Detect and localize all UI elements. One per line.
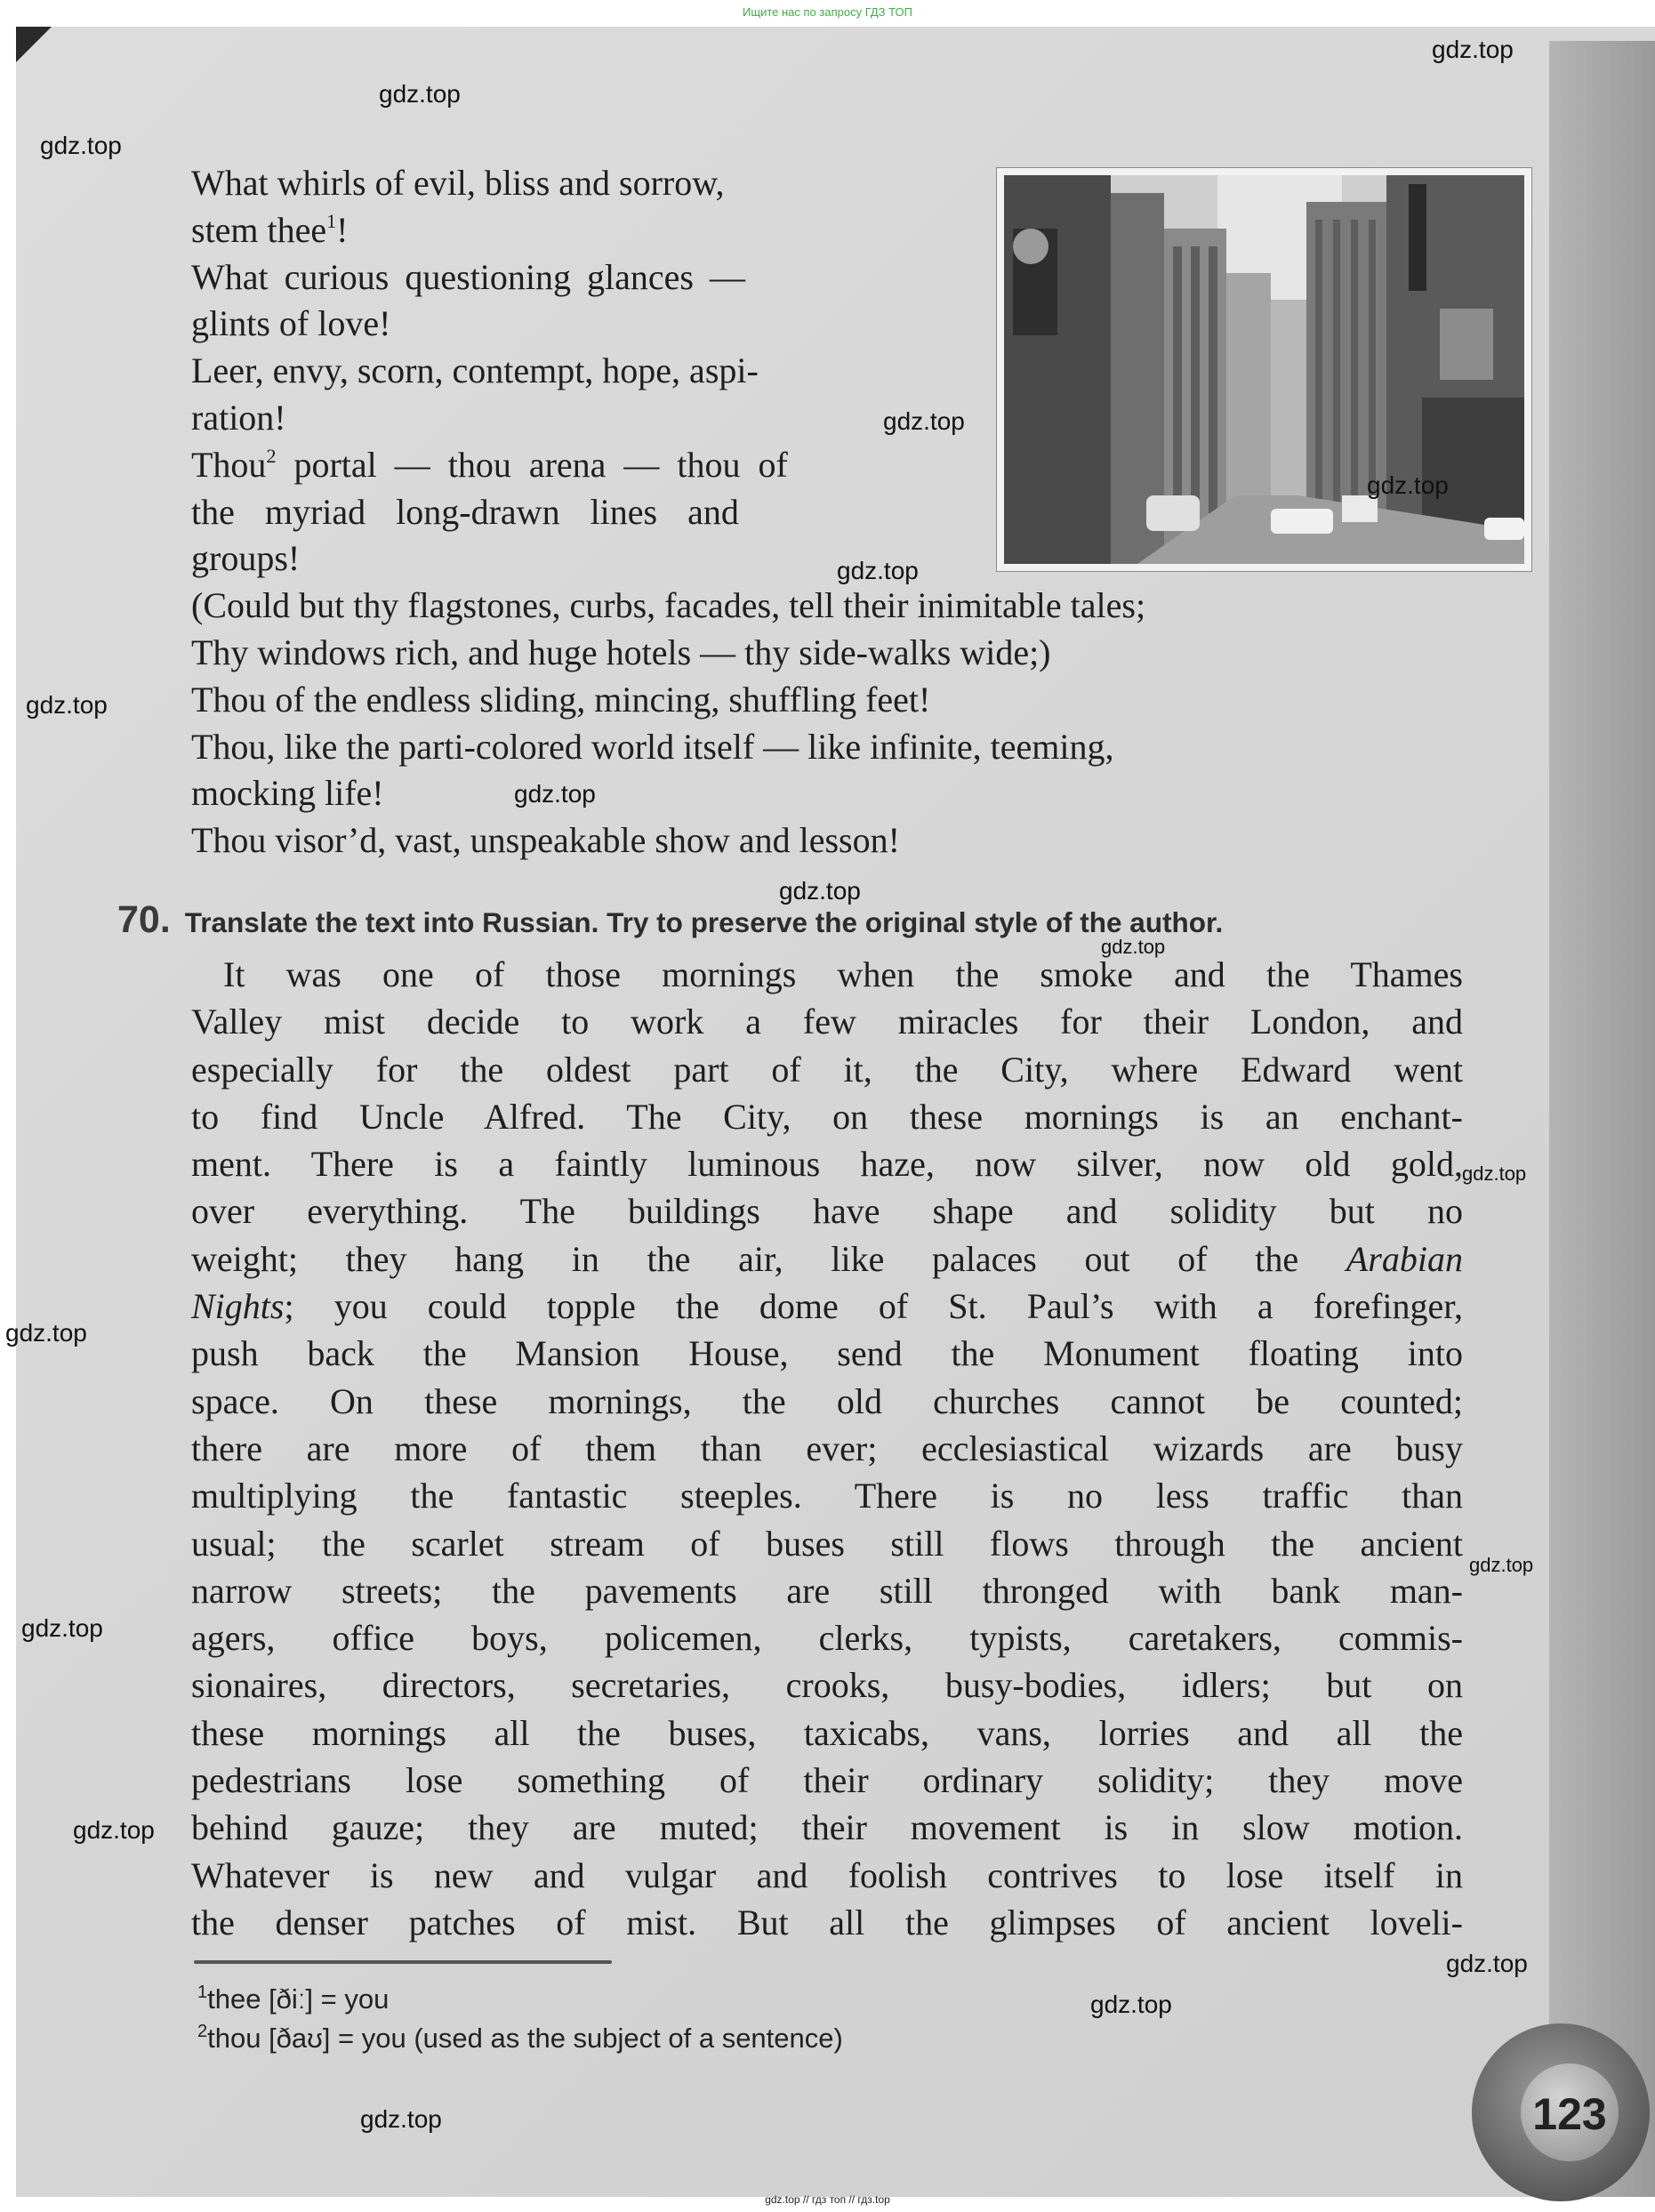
watermark: gdz.top — [1432, 36, 1514, 63]
poem-line: Thou, like the parti-colored world itself — like infinite, teeming, — [191, 726, 1114, 767]
watermark: gdz.top — [1090, 1991, 1172, 2018]
poem-line: glints of love! — [191, 303, 391, 344]
prose-line: there are more of them than ever; ecclesiastical wizards are busy — [191, 1428, 1463, 1468]
watermark: gdz.top — [514, 780, 596, 808]
watermark: gdz.top — [21, 1614, 103, 1642]
footnote-divider — [194, 1960, 612, 1964]
prose-line: weight; they hang in the air, like palaces out of the Arabian — [191, 1238, 1463, 1279]
poem-line: groups! — [191, 538, 301, 579]
poem-line: the myriad long-drawn lines and — [191, 491, 739, 532]
watermark: gdz.top — [1462, 1162, 1527, 1185]
page-number: 123 — [1532, 2089, 1607, 2139]
prose-line: sionaires, directors, secretaries, crooks, busy-bodies, idlers; but on — [191, 1665, 1463, 1706]
italic-title: Arabian — [1346, 1238, 1463, 1279]
poem-line: Thou$^2$ portal — thou arena — thou of — [191, 444, 788, 485]
prose-line: push back the Mansion House, send the Monument floating into — [191, 1333, 1463, 1374]
prose-line: ment. There is a faintly luminous haze, now silver, now old gold, — [191, 1144, 1463, 1185]
prose-line: It was one of those mornings when the smoke and the Thames — [223, 954, 1463, 994]
prose-line: these mornings all the buses, taxicabs, vans, lorries and all the — [191, 1712, 1463, 1753]
poem-line: Thou of the endless sliding, mincing, shuffling feet! — [191, 679, 931, 720]
prose-line: usual; the scarlet stream of buses still flows through the ancient — [191, 1523, 1463, 1564]
skyscraper-street-illustration — [1004, 175, 1524, 564]
page-edge-band — [1549, 41, 1655, 2197]
footnote-mark: 2 — [266, 444, 277, 467]
prose-line: Nights; you could topple the dome of St. Paul’s with a forefinger, — [191, 1286, 1463, 1327]
prose-line: pedestrians lose something of their ordinary solidity; they move — [191, 1760, 1463, 1801]
watermark: gdz.top — [1446, 1950, 1528, 1977]
prose-line: narrow streets; the pavements are still thronged with bank man- — [191, 1570, 1463, 1611]
watermark: gdz.top — [1367, 471, 1449, 499]
watermark: gdz.top — [779, 877, 861, 905]
page-corner-shadow — [16, 27, 52, 62]
watermark: gdz.top — [883, 407, 965, 435]
prose-line: especially for the oldest part of it, the City, where Edward went — [191, 1049, 1463, 1090]
footnote-mark: 1 — [326, 209, 337, 232]
poem-line: Thou visor’d, vast, unspeakable show and lesson! — [191, 820, 900, 861]
watermark: gdz.top — [5, 1319, 87, 1347]
watermark: gdz.top — [1101, 936, 1166, 958]
prose-line: multiplying the fantastic steeples. There is no less traffic than — [191, 1476, 1463, 1516]
prose-line: behind gauze; they are muted; their movement is in slow motion. — [191, 1807, 1463, 1848]
poem-line: mocking life! — [191, 773, 384, 814]
top-banner: Ищите нас по запросу ГДЗ ТОП — [743, 5, 912, 19]
watermark: gdz.top — [360, 2105, 442, 2133]
prose-line: to find Uncle Alfred. The City, on these mornings is an enchant- — [191, 1096, 1463, 1137]
footnote: $^1$thee [ðiː] = you — [197, 1983, 390, 2015]
watermark: gdz.top — [837, 557, 919, 584]
exercise-number: 70. — [117, 898, 171, 941]
poem-line: What curious questioning glances — — [191, 256, 745, 297]
watermark: gdz.top — [1469, 1554, 1534, 1576]
city-street-photo — [996, 167, 1532, 572]
poem-line: ration! — [191, 397, 286, 438]
prose-line: agers, office boys, policemen, clerks, typists, caretakers, commis- — [191, 1618, 1463, 1659]
watermark: gdz.top — [40, 132, 122, 159]
poem-line: Thy windows rich, and huge hotels — thy side-walks wide;) — [191, 631, 1051, 672]
prose-line: Whatever is new and vulgar and foolish contrives to lose itself in — [191, 1854, 1463, 1895]
watermark: gdz.top — [26, 691, 108, 719]
exercise-instruction: Translate the text into Russian. Try to preserve the original style of the author. — [184, 906, 1224, 938]
footnote: $^2$thou [ðaʊ] = you (used as the subject of a sentence) — [197, 2022, 843, 2054]
prose-line: over everything. The buildings have shape and solidity but no — [191, 1191, 1463, 1232]
prose-line: space. On these mornings, the old churches cannot be counted; — [191, 1380, 1463, 1421]
poem-line: (Could but thy flagstones, curbs, facades, tell their inimitable tales; — [191, 585, 1146, 626]
page-number-badge — [1472, 2023, 1650, 2201]
footnotes — [197, 1980, 843, 2058]
italic-title: Nights — [191, 1286, 285, 1327]
watermark: gdz.top — [379, 80, 461, 108]
poem-line: Leer, envy, scorn, contempt, hope, aspi- — [191, 350, 759, 391]
prose-passage — [191, 951, 1463, 1946]
bottom-banner: gdz.top // гдз топ // гдз.top — [765, 2193, 890, 2206]
prose-line: Valley mist decide to work a few miracles for their London, and — [191, 1001, 1463, 1042]
watermark: gdz.top — [73, 1816, 155, 1844]
poem-line: What whirls of evil, bliss and sorrow, — [191, 163, 725, 203]
poem-line: stem thee$^1$! — [191, 209, 349, 250]
prose-line: the denser patches of mist. But all the glimpses of ancient loveli- — [191, 1902, 1463, 1943]
